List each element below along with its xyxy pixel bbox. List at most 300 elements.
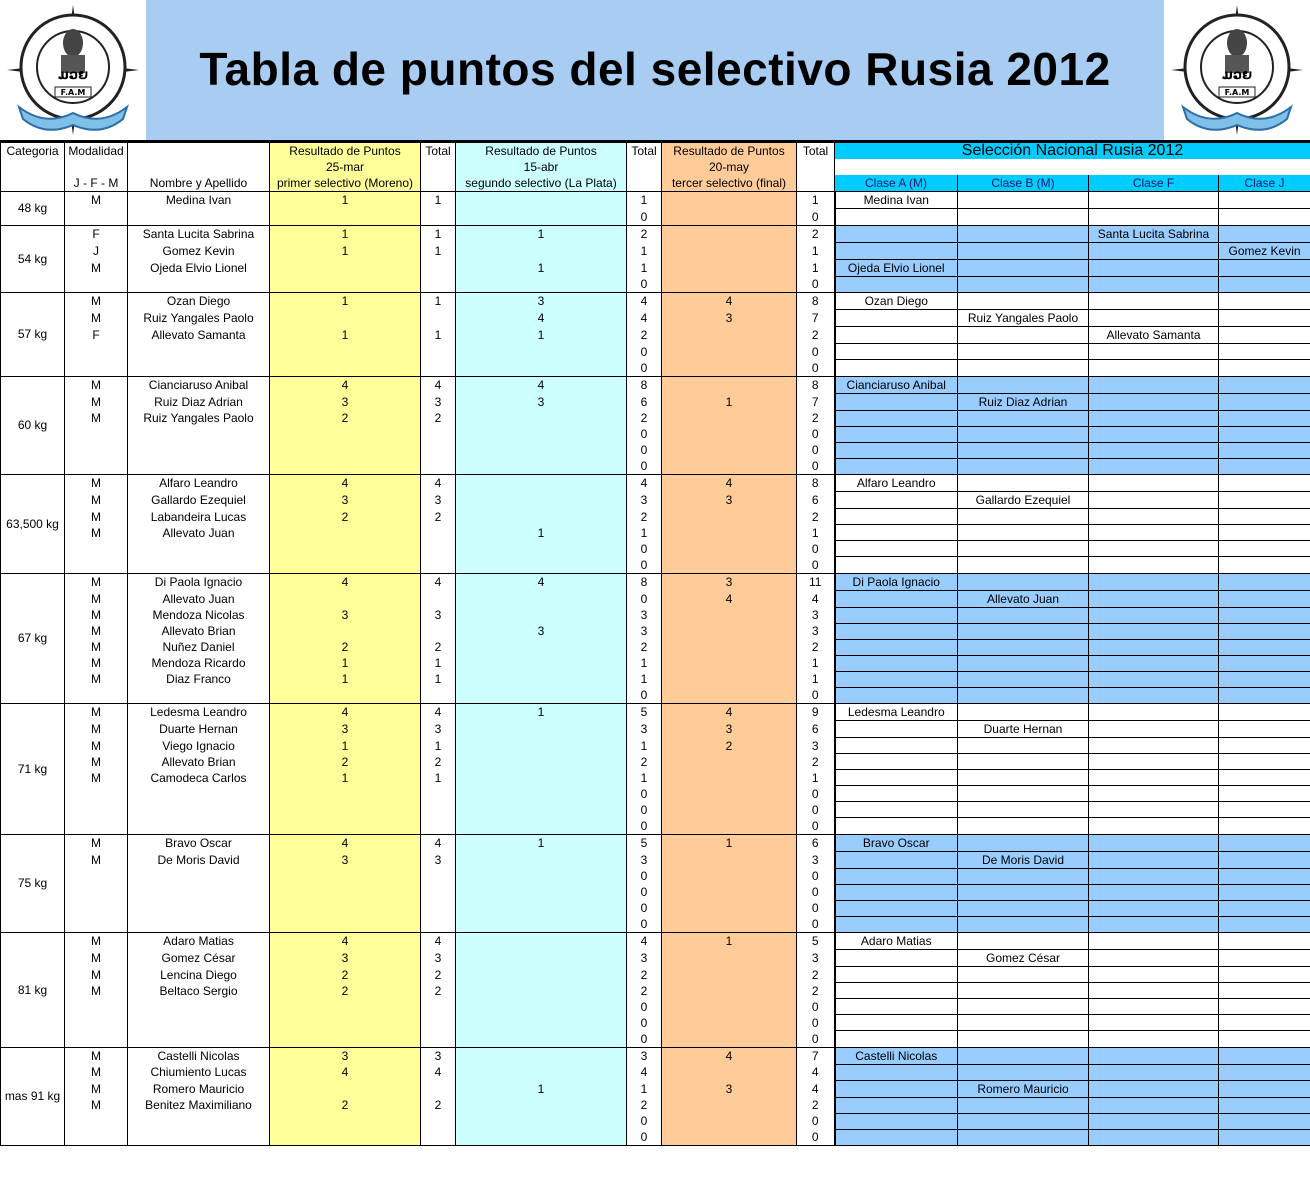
- cell-clase-a: [835, 242, 958, 259]
- cell-clase-b: Romero Mauricio: [958, 1080, 1089, 1097]
- cell-clase-a: [835, 276, 958, 293]
- cell-clase-a: [835, 442, 958, 458]
- cell-modalidad: M: [65, 475, 128, 492]
- cell-clase-b: [958, 623, 1089, 639]
- header-blank: [627, 159, 662, 175]
- cell-s2-points: [456, 442, 627, 458]
- cell-clase-a: [835, 410, 958, 426]
- cell-clase-j: [1219, 1047, 1310, 1064]
- cell-modalidad: [65, 1031, 128, 1048]
- weight-category: 71 kg: [1, 704, 65, 835]
- fam-logo-left: [0, 0, 146, 140]
- cell-s2-points: [456, 639, 627, 655]
- cell-s1-total: 4: [421, 573, 456, 590]
- cell-s2-total: 2: [627, 327, 662, 344]
- cell-modalidad: [65, 209, 128, 226]
- cell-clase-b: [958, 209, 1089, 226]
- cell-modalidad: M: [65, 623, 128, 639]
- cell-clase-a: [835, 1031, 958, 1048]
- cell-modalidad: M: [65, 671, 128, 687]
- cell-clase-b: [958, 916, 1089, 933]
- cell-clase-b: [958, 259, 1089, 276]
- cell-clase-a: [835, 225, 958, 242]
- cell-s3-points: [662, 770, 797, 786]
- cell-modalidad: [65, 1015, 128, 1031]
- weight-category: 63,500 kg: [1, 475, 65, 574]
- cell-s2-total: 8: [627, 376, 662, 393]
- cell-clase-f: [1089, 458, 1219, 475]
- cell-clase-j: [1219, 639, 1310, 655]
- cell-clase-f: [1089, 1015, 1219, 1031]
- cell-s1-points: [270, 557, 421, 574]
- cell-s1-points: [270, 1113, 421, 1129]
- cell-clase-b: [958, 426, 1089, 442]
- cell-final-total: 4: [797, 1064, 835, 1080]
- table-row: [1, 525, 1310, 541]
- cell-final-total: 9: [797, 704, 835, 721]
- cell-s2-total: 4: [627, 933, 662, 950]
- header-blank: [797, 175, 835, 192]
- cell-final-total: 2: [797, 967, 835, 983]
- cell-s2-points: 1: [456, 327, 627, 344]
- cell-s2-points: 4: [456, 376, 627, 393]
- cell-clase-b: [958, 557, 1089, 574]
- table-row: [1, 475, 1310, 492]
- cell-final-total: 3: [797, 623, 835, 639]
- weight-category: 48 kg: [1, 192, 65, 226]
- table-row: [1, 738, 1310, 754]
- cell-final-total: 0: [797, 458, 835, 475]
- cell-clase-a: [835, 1080, 958, 1097]
- cell-s1-total: 2: [421, 967, 456, 983]
- cell-s3-points: [662, 276, 797, 293]
- cell-modalidad: M: [65, 639, 128, 655]
- cell-s2-total: 0: [627, 458, 662, 475]
- cell-nombre: Ruiz Yangales Paolo: [128, 310, 270, 327]
- cell-clase-j: [1219, 770, 1310, 786]
- cell-clase-j: [1219, 818, 1310, 835]
- cell-s2-total: 2: [627, 410, 662, 426]
- cell-final-total: 11: [797, 573, 835, 590]
- table-row: [1, 376, 1310, 393]
- cell-clase-a: [835, 868, 958, 884]
- cell-s1-points: 1: [270, 738, 421, 754]
- cell-clase-b: Ruiz Diaz Adrian: [958, 393, 1089, 410]
- cell-s2-points: [456, 770, 627, 786]
- cell-s3-points: [662, 1015, 797, 1031]
- cell-s3-points: 1: [662, 834, 797, 851]
- cell-s3-points: [662, 607, 797, 623]
- header-total-1: Total: [421, 143, 456, 160]
- cell-modalidad: M: [65, 590, 128, 607]
- cell-nombre: [128, 687, 270, 704]
- cell-s2-total: 0: [627, 541, 662, 557]
- table-row: [1, 607, 1310, 623]
- cell-s2-points: 1: [456, 1080, 627, 1097]
- cell-modalidad: [65, 999, 128, 1015]
- cell-modalidad: [65, 458, 128, 475]
- cell-s3-points: [662, 623, 797, 639]
- cell-s3-points: [662, 639, 797, 655]
- cell-s2-points: [456, 1129, 627, 1146]
- header-blank: [421, 175, 456, 192]
- cell-s2-points: [456, 671, 627, 687]
- cell-clase-j: [1219, 623, 1310, 639]
- cell-clase-f: [1089, 344, 1219, 360]
- cell-s1-points: [270, 276, 421, 293]
- weight-category: 60 kg: [1, 376, 65, 475]
- table-row: [1, 818, 1310, 835]
- cell-clase-f: [1089, 541, 1219, 557]
- table-row: [1, 1113, 1310, 1129]
- cell-final-total: 3: [797, 607, 835, 623]
- table-row: [1, 192, 1310, 209]
- cell-s1-points: 2: [270, 983, 421, 999]
- cell-s2-total: 1: [627, 655, 662, 671]
- cell-s1-points: 4: [270, 933, 421, 950]
- page-title: Tabla de puntos del selectivo Rusia 2012: [199, 43, 1111, 95]
- cell-nombre: [128, 999, 270, 1015]
- cell-s2-points: [456, 786, 627, 802]
- cell-s1-points: [270, 259, 421, 276]
- header-blank: [65, 159, 128, 175]
- cell-nombre: [128, 541, 270, 557]
- cell-final-total: 3: [797, 950, 835, 967]
- cell-clase-f: [1089, 393, 1219, 410]
- cell-s1-points: 1: [270, 192, 421, 209]
- cell-nombre: Mendoza Nicolas: [128, 607, 270, 623]
- cell-nombre: Di Paola Ignacio: [128, 573, 270, 590]
- cell-clase-b: [958, 442, 1089, 458]
- cell-s3-points: [662, 983, 797, 999]
- cell-s1-points: [270, 458, 421, 475]
- cell-s1-points: [270, 426, 421, 442]
- cell-s1-points: [270, 884, 421, 900]
- cell-s2-total: 0: [627, 900, 662, 916]
- cell-s3-points: 1: [662, 393, 797, 410]
- cell-final-total: 1: [797, 770, 835, 786]
- cell-final-total: 1: [797, 525, 835, 541]
- table-row: [1, 492, 1310, 509]
- cell-s2-total: 4: [627, 1064, 662, 1080]
- cell-modalidad: M: [65, 754, 128, 770]
- cell-modalidad: M: [65, 376, 128, 393]
- table-row: [1, 225, 1310, 242]
- cell-nombre: De Moris David: [128, 851, 270, 868]
- cell-clase-j: [1219, 1080, 1310, 1097]
- cell-s1-total: [421, 276, 456, 293]
- cell-s1-total: 3: [421, 1047, 456, 1064]
- cell-clase-j: [1219, 1097, 1310, 1113]
- cell-clase-j: [1219, 1129, 1310, 1146]
- cell-s2-points: [456, 192, 627, 209]
- cell-clase-f: [1089, 410, 1219, 426]
- table-row: [1, 655, 1310, 671]
- cell-s1-points: [270, 360, 421, 377]
- cell-clase-b: [958, 509, 1089, 525]
- cell-clase-j: [1219, 573, 1310, 590]
- cell-final-total: 2: [797, 1097, 835, 1113]
- cell-modalidad: F: [65, 225, 128, 242]
- cell-clase-f: [1089, 360, 1219, 377]
- table-row: [1, 426, 1310, 442]
- cell-s2-total: 4: [627, 475, 662, 492]
- cell-s1-total: 1: [421, 671, 456, 687]
- cell-s1-total: [421, 1080, 456, 1097]
- cell-final-total: 1: [797, 259, 835, 276]
- cell-s3-points: 2: [662, 738, 797, 754]
- cell-clase-a: [835, 344, 958, 360]
- cell-s1-points: 2: [270, 410, 421, 426]
- cell-clase-a: [835, 770, 958, 786]
- cell-clase-b: [958, 242, 1089, 259]
- cell-s3-points: [662, 327, 797, 344]
- cell-s2-points: [456, 607, 627, 623]
- cell-nombre: Chiumiento Lucas: [128, 1064, 270, 1080]
- header-blank: [797, 159, 835, 175]
- cell-nombre: Cianciaruso Anibal: [128, 376, 270, 393]
- cell-nombre: Ojeda Elvio Lionel: [128, 259, 270, 276]
- fam-emblem-icon: [5, 3, 141, 137]
- cell-clase-f: [1089, 376, 1219, 393]
- table-row: [1, 623, 1310, 639]
- cell-clase-b: Allevato Juan: [958, 590, 1089, 607]
- cell-s3-points: [662, 818, 797, 835]
- cell-modalidad: M: [65, 704, 128, 721]
- cell-clase-b: [958, 999, 1089, 1015]
- cell-final-total: 0: [797, 209, 835, 226]
- cell-s3-points: [662, 671, 797, 687]
- cell-final-total: 0: [797, 1015, 835, 1031]
- cell-s3-points: [662, 410, 797, 426]
- cell-s3-points: [662, 1064, 797, 1080]
- cell-final-total: 0: [797, 802, 835, 818]
- cell-nombre: [128, 344, 270, 360]
- cell-s2-points: 1: [456, 704, 627, 721]
- cell-clase-a: [835, 967, 958, 983]
- cell-clase-a: [835, 1129, 958, 1146]
- cell-s1-points: 4: [270, 834, 421, 851]
- cell-s1-points: 1: [270, 671, 421, 687]
- cell-clase-a: [835, 492, 958, 509]
- table-row: [1, 950, 1310, 967]
- cell-clase-j: [1219, 738, 1310, 754]
- cell-s1-total: 2: [421, 509, 456, 525]
- table-row: [1, 310, 1310, 327]
- cell-nombre: Ruiz Diaz Adrian: [128, 393, 270, 410]
- cell-s2-points: [456, 754, 627, 770]
- cell-clase-a: [835, 916, 958, 933]
- cell-final-total: 8: [797, 293, 835, 310]
- cell-final-total: 0: [797, 999, 835, 1015]
- cell-final-total: 2: [797, 327, 835, 344]
- table-row: [1, 393, 1310, 410]
- cell-s1-total: 4: [421, 933, 456, 950]
- cell-s3-points: [662, 754, 797, 770]
- cell-clase-b: [958, 192, 1089, 209]
- cell-modalidad: [65, 541, 128, 557]
- cell-nombre: [128, 916, 270, 933]
- cell-clase-j: [1219, 999, 1310, 1015]
- cell-clase-a: [835, 754, 958, 770]
- cell-clase-j: [1219, 721, 1310, 738]
- cell-nombre: [128, 884, 270, 900]
- cell-clase-b: [958, 327, 1089, 344]
- cell-s1-points: 1: [270, 293, 421, 310]
- cell-clase-f: [1089, 492, 1219, 509]
- cell-nombre: Castelli Nicolas: [128, 1047, 270, 1064]
- cell-clase-j: [1219, 704, 1310, 721]
- table-row: [1, 242, 1310, 259]
- cell-s1-total: 4: [421, 834, 456, 851]
- cell-clase-a: [835, 851, 958, 868]
- cell-clase-j: [1219, 209, 1310, 226]
- cell-s2-points: [456, 1047, 627, 1064]
- cell-clase-b: [958, 1064, 1089, 1080]
- table-row: [1, 259, 1310, 276]
- cell-s2-total: 0: [627, 1113, 662, 1129]
- cell-s1-points: [270, 687, 421, 704]
- cell-clase-b: [958, 344, 1089, 360]
- cell-s1-total: 4: [421, 704, 456, 721]
- cell-nombre: Benitez Maximiliano: [128, 1097, 270, 1113]
- cell-clase-j: [1219, 458, 1310, 475]
- cell-clase-a: [835, 623, 958, 639]
- header-seleccion-nacional: Selección Nacional Rusia 2012: [835, 143, 1310, 160]
- cell-modalidad: F: [65, 327, 128, 344]
- cell-s1-points: [270, 868, 421, 884]
- table-row: [1, 704, 1310, 721]
- cell-clase-j: [1219, 900, 1310, 916]
- table-row: [1, 590, 1310, 607]
- cell-nombre: Camodeca Carlos: [128, 770, 270, 786]
- cell-s2-points: [456, 590, 627, 607]
- header-nombre-blank: [128, 143, 270, 160]
- cell-clase-b: [958, 1031, 1089, 1048]
- header-blank: [835, 159, 1310, 175]
- cell-s2-total: 0: [627, 1015, 662, 1031]
- cell-clase-b: [958, 410, 1089, 426]
- header-row-3: [1, 175, 1310, 192]
- cell-nombre: [128, 1129, 270, 1146]
- cell-clase-a: Ledesma Leandro: [835, 704, 958, 721]
- cell-clase-b: De Moris David: [958, 851, 1089, 868]
- cell-s3-points: [662, 900, 797, 916]
- table-row: [1, 293, 1310, 310]
- cell-clase-b: [958, 687, 1089, 704]
- cell-s3-points: [662, 209, 797, 226]
- cell-clase-b: Gomez César: [958, 950, 1089, 967]
- cell-clase-f: [1089, 950, 1219, 967]
- cell-modalidad: M: [65, 721, 128, 738]
- cell-clase-b: [958, 525, 1089, 541]
- cell-clase-b: [958, 1129, 1089, 1146]
- cell-s1-total: 4: [421, 475, 456, 492]
- cell-clase-b: [958, 655, 1089, 671]
- cell-clase-f: [1089, 509, 1219, 525]
- cell-nombre: [128, 426, 270, 442]
- cell-s1-points: [270, 541, 421, 557]
- cell-s2-total: 3: [627, 607, 662, 623]
- cell-s2-total: 2: [627, 1097, 662, 1113]
- cell-s2-total: 2: [627, 509, 662, 525]
- cell-s1-total: [421, 525, 456, 541]
- cell-clase-j: [1219, 754, 1310, 770]
- cell-s2-total: 0: [627, 786, 662, 802]
- cell-clase-f: [1089, 426, 1219, 442]
- cell-final-total: 1: [797, 655, 835, 671]
- table-row: [1, 933, 1310, 950]
- header-nombre: Nombre y Apellido: [128, 175, 270, 192]
- cell-clase-b: Duarte Hernan: [958, 721, 1089, 738]
- cell-s1-total: [421, 360, 456, 377]
- cell-clase-f: [1089, 276, 1219, 293]
- cell-clase-j: [1219, 1113, 1310, 1129]
- table-row: [1, 687, 1310, 704]
- cell-s1-points: 2: [270, 639, 421, 655]
- cell-s2-total: 0: [627, 426, 662, 442]
- table-row: [1, 276, 1310, 293]
- cell-clase-j: [1219, 426, 1310, 442]
- cell-s3-points: 4: [662, 704, 797, 721]
- cell-s2-total: 0: [627, 360, 662, 377]
- cell-s1-points: 1: [270, 327, 421, 344]
- cell-modalidad: M: [65, 983, 128, 999]
- cell-clase-f: [1089, 900, 1219, 916]
- weight-category: 81 kg: [1, 933, 65, 1048]
- cell-s1-points: 2: [270, 1097, 421, 1113]
- cell-clase-f: [1089, 721, 1219, 738]
- cell-s2-points: [456, 209, 627, 226]
- cell-s2-points: 1: [456, 525, 627, 541]
- cell-s3-points: 4: [662, 475, 797, 492]
- cell-final-total: 4: [797, 1080, 835, 1097]
- cell-clase-f: [1089, 525, 1219, 541]
- cell-s1-points: 3: [270, 607, 421, 623]
- cell-clase-a: [835, 209, 958, 226]
- weight-category: 67 kg: [1, 573, 65, 704]
- cell-s2-points: 3: [456, 623, 627, 639]
- header-clase-j: Clase J: [1219, 175, 1310, 192]
- cell-s2-points: [456, 360, 627, 377]
- cell-s2-total: 3: [627, 950, 662, 967]
- cell-clase-f: [1089, 818, 1219, 835]
- cell-clase-a: [835, 607, 958, 623]
- cell-modalidad: [65, 818, 128, 835]
- cell-s1-total: 2: [421, 983, 456, 999]
- cell-s2-points: [456, 492, 627, 509]
- table-row: [1, 541, 1310, 557]
- cell-modalidad: [65, 557, 128, 574]
- cell-s3-points: [662, 868, 797, 884]
- cell-clase-b: [958, 293, 1089, 310]
- cell-s2-total: 2: [627, 754, 662, 770]
- cell-clase-a: [835, 639, 958, 655]
- cell-clase-j: [1219, 1064, 1310, 1080]
- cell-clase-a: [835, 818, 958, 835]
- table-row: [1, 442, 1310, 458]
- cell-s2-total: 6: [627, 393, 662, 410]
- cell-s2-total: 2: [627, 967, 662, 983]
- cell-s3-points: [662, 950, 797, 967]
- cell-s2-points: [456, 802, 627, 818]
- cell-nombre: Santa Lucita Sabrina: [128, 225, 270, 242]
- cell-s1-points: 3: [270, 851, 421, 868]
- cell-clase-f: [1089, 671, 1219, 687]
- cell-s2-total: 0: [627, 916, 662, 933]
- table-row: [1, 1015, 1310, 1031]
- cell-nombre: Labandeira Lucas: [128, 509, 270, 525]
